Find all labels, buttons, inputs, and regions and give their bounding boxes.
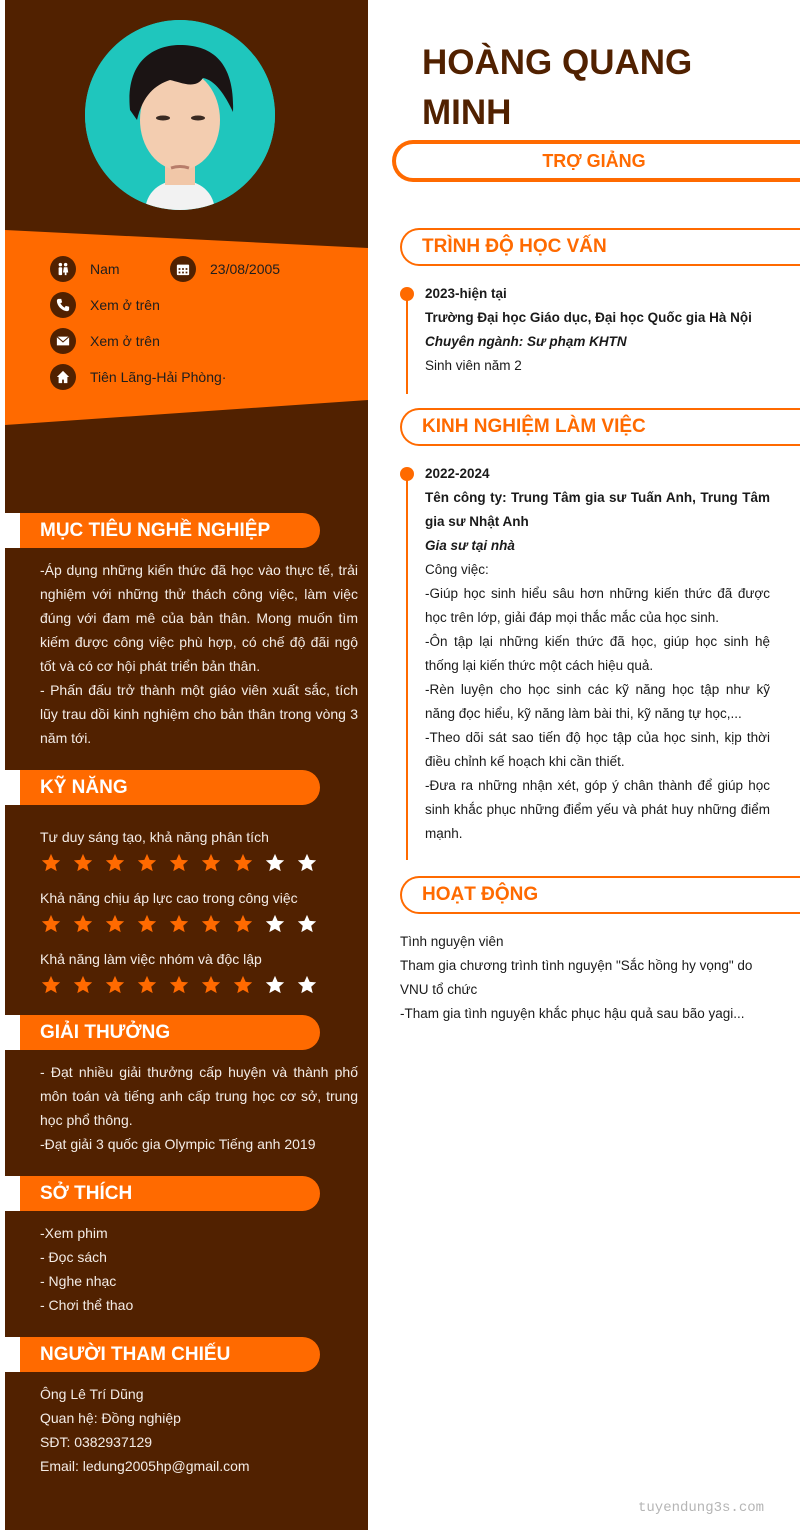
hobbies-list [40, 1221, 358, 1317]
avatar [85, 20, 275, 210]
experience-heading: KINH NGHIỆM LÀM VIỆC [400, 408, 800, 446]
calendar-icon [170, 256, 196, 282]
home-icon [50, 364, 76, 390]
hobby-item: -Xem phim [40, 1225, 108, 1241]
star-empty-icon [264, 913, 286, 935]
education-heading: TRÌNH ĐỘ HỌC VẤN [400, 228, 800, 266]
education-school: Trường Đại học Giáo dục, Đại học Quốc gia Hà Nội [425, 310, 752, 325]
references-list [40, 1382, 358, 1478]
star-filled-icon [72, 852, 94, 874]
experience-duties-label: Công việc: [425, 562, 489, 577]
skill-rating [40, 913, 358, 935]
star-empty-icon [264, 974, 286, 996]
star-filled-icon [200, 974, 222, 996]
contact-birthday [170, 256, 280, 282]
activity-line: Tình nguyện viên [400, 934, 504, 949]
star-filled-icon [136, 852, 158, 874]
skills-heading: KỸ NĂNG [20, 770, 320, 805]
skill-item [40, 888, 358, 935]
hobby-item: - Nghe nhạc [40, 1273, 117, 1289]
star-filled-icon [168, 913, 190, 935]
skill-item [40, 827, 358, 874]
timeline-line [406, 474, 408, 860]
star-filled-icon [232, 974, 254, 996]
education-entry [425, 282, 770, 378]
experience-duty: -Theo dõi sát sao tiến độ học tập của học sinh, kịp thời điều chỉnh kế hoạch khi cần thiết. [425, 730, 770, 769]
skill-label: Tư duy sáng tạo, khả năng phân tích [40, 829, 269, 845]
objective-paragraph: - Phấn đấu trở thành một giáo viên xuất sắc, tích lũy trau dồi kinh nghiệm cho bản thân trong vòng 3 năm tới. [40, 682, 358, 746]
star-filled-icon [136, 913, 158, 935]
gender-icon [50, 256, 76, 282]
star-empty-icon [264, 852, 286, 874]
phone-icon [50, 292, 76, 318]
star-empty-icon [296, 913, 318, 935]
experience-duty: -Đưa ra những nhận xét, góp ý chân thành để giúp học sinh khắc phục những điểm yếu và phát huy những điểm mạnh. [425, 778, 770, 841]
star-filled-icon [200, 852, 222, 874]
education-note: Sinh viên năm 2 [425, 358, 522, 373]
experience-duty: -Giúp học sinh hiểu sâu hơn những kiến thức đã được học trên lớp, giải đáp mọi thắc mắc của học sinh. [425, 586, 770, 625]
address-value: Tiên Lãng-Hải Phòng· [90, 369, 227, 385]
star-empty-icon [296, 974, 318, 996]
candidate-name [422, 38, 762, 138]
skill-label: Khả năng làm việc nhóm và độc lập [40, 951, 262, 967]
experience-company: Tên công ty: Trung Tâm gia sư Tuấn Anh, Trung Tâm gia sư Nhật Anh [425, 490, 770, 529]
hobby-item: - Chơi thể thao [40, 1297, 134, 1313]
objective-heading: MỤC TIÊU NGHỀ NGHIỆP [20, 513, 320, 548]
award-paragraph: - Đạt nhiều giải thưởng cấp huyện và thành phố môn toán và tiếng anh cấp trung học cơ sở, trung học phổ thông. [40, 1064, 358, 1128]
contact-address [50, 364, 226, 390]
star-filled-icon [168, 852, 190, 874]
email-icon [50, 328, 76, 354]
experience-duty: -Ôn tập lại những kiến thức đã học, giúp học sinh hệ thống lại kiến thức một cách hiệu quả. [425, 634, 770, 673]
objective-paragraph: -Áp dụng những kiến thức đã học vào thực tế, trải nghiệm với những thử thách công việc, làm việc đúng với đam mê của bản thân. Mong muốn tìm kiếm được công việc phù hợp, có chế độ đãi ngộ tốt và có cơ hội phát triển bản thân. [40, 562, 358, 674]
star-filled-icon [232, 852, 254, 874]
reference-relation: Quan hệ: Đồng nghiệp [40, 1410, 181, 1426]
name-line-1: HOÀNG QUANG [422, 43, 693, 82]
awards-heading: GIẢI THƯỞNG [20, 1015, 320, 1050]
hobbies-heading: SỞ THÍCH [20, 1176, 320, 1211]
birthday-value: 23/08/2005 [210, 261, 281, 277]
star-filled-icon [104, 974, 126, 996]
education-major: Chuyên ngành: Sư phạm KHTN [425, 334, 627, 349]
reference-phone: SĐT: 0382937129 [40, 1434, 153, 1450]
contact-email [50, 328, 160, 354]
star-filled-icon [168, 974, 190, 996]
awards-text [40, 1060, 358, 1156]
references-heading: NGƯỜI THAM CHIẾU [20, 1337, 320, 1372]
contact-phone [50, 292, 160, 318]
star-filled-icon [72, 913, 94, 935]
watermark: tuyendung3s.com [638, 1500, 765, 1516]
phone-value: Xem ở trên [90, 297, 160, 313]
activity-line: Tham gia chương trình tình nguyện "Sắc hồng hy vọng" do VNU tổ chức [400, 958, 753, 997]
star-filled-icon [136, 974, 158, 996]
experience-role: Gia sư tại nhà [425, 538, 515, 553]
contact-gender [50, 256, 120, 282]
position-title: TRỢ GIẢNG [392, 140, 800, 182]
star-filled-icon [40, 974, 62, 996]
objective-text [40, 558, 358, 750]
star-filled-icon [200, 913, 222, 935]
education-period: 2023-hiện tại [425, 286, 507, 301]
profile-photo [85, 20, 275, 210]
experience-period: 2022-2024 [425, 466, 490, 481]
activities-heading: HOẠT ĐỘNG [400, 876, 800, 914]
name-line-2: MINH [422, 93, 512, 132]
hobby-item: - Đọc sách [40, 1249, 107, 1265]
reference-name: Ông Lê Trí Dũng [40, 1386, 144, 1402]
star-filled-icon [104, 913, 126, 935]
star-filled-icon [72, 974, 94, 996]
sidebar [5, 0, 368, 1530]
activities-list [400, 930, 780, 1026]
skill-rating [40, 852, 358, 874]
reference-email: Email: ledung2005hp@gmail.com [40, 1458, 250, 1474]
star-empty-icon [296, 852, 318, 874]
award-paragraph: -Đạt giải 3 quốc gia Olympic Tiếng anh 2019 [40, 1136, 316, 1152]
star-filled-icon [232, 913, 254, 935]
timeline-line [406, 294, 408, 394]
activity-line: -Tham gia tình nguyện khắc phục hậu quả sau bão yagi... [400, 1006, 745, 1021]
experience-entry [425, 462, 770, 846]
gender-value: Nam [90, 261, 120, 277]
star-filled-icon [104, 852, 126, 874]
star-filled-icon [40, 913, 62, 935]
email-value: Xem ở trên [90, 333, 160, 349]
skill-label: Khả năng chịu áp lực cao trong công việc [40, 890, 298, 906]
star-filled-icon [40, 852, 62, 874]
skill-item [40, 949, 358, 996]
skill-rating [40, 974, 358, 996]
experience-duty: -Rèn luyện cho học sinh các kỹ năng học tập như kỹ năng đọc hiểu, kỹ năng làm bài thi, kỹ năng tự học,... [425, 682, 770, 721]
